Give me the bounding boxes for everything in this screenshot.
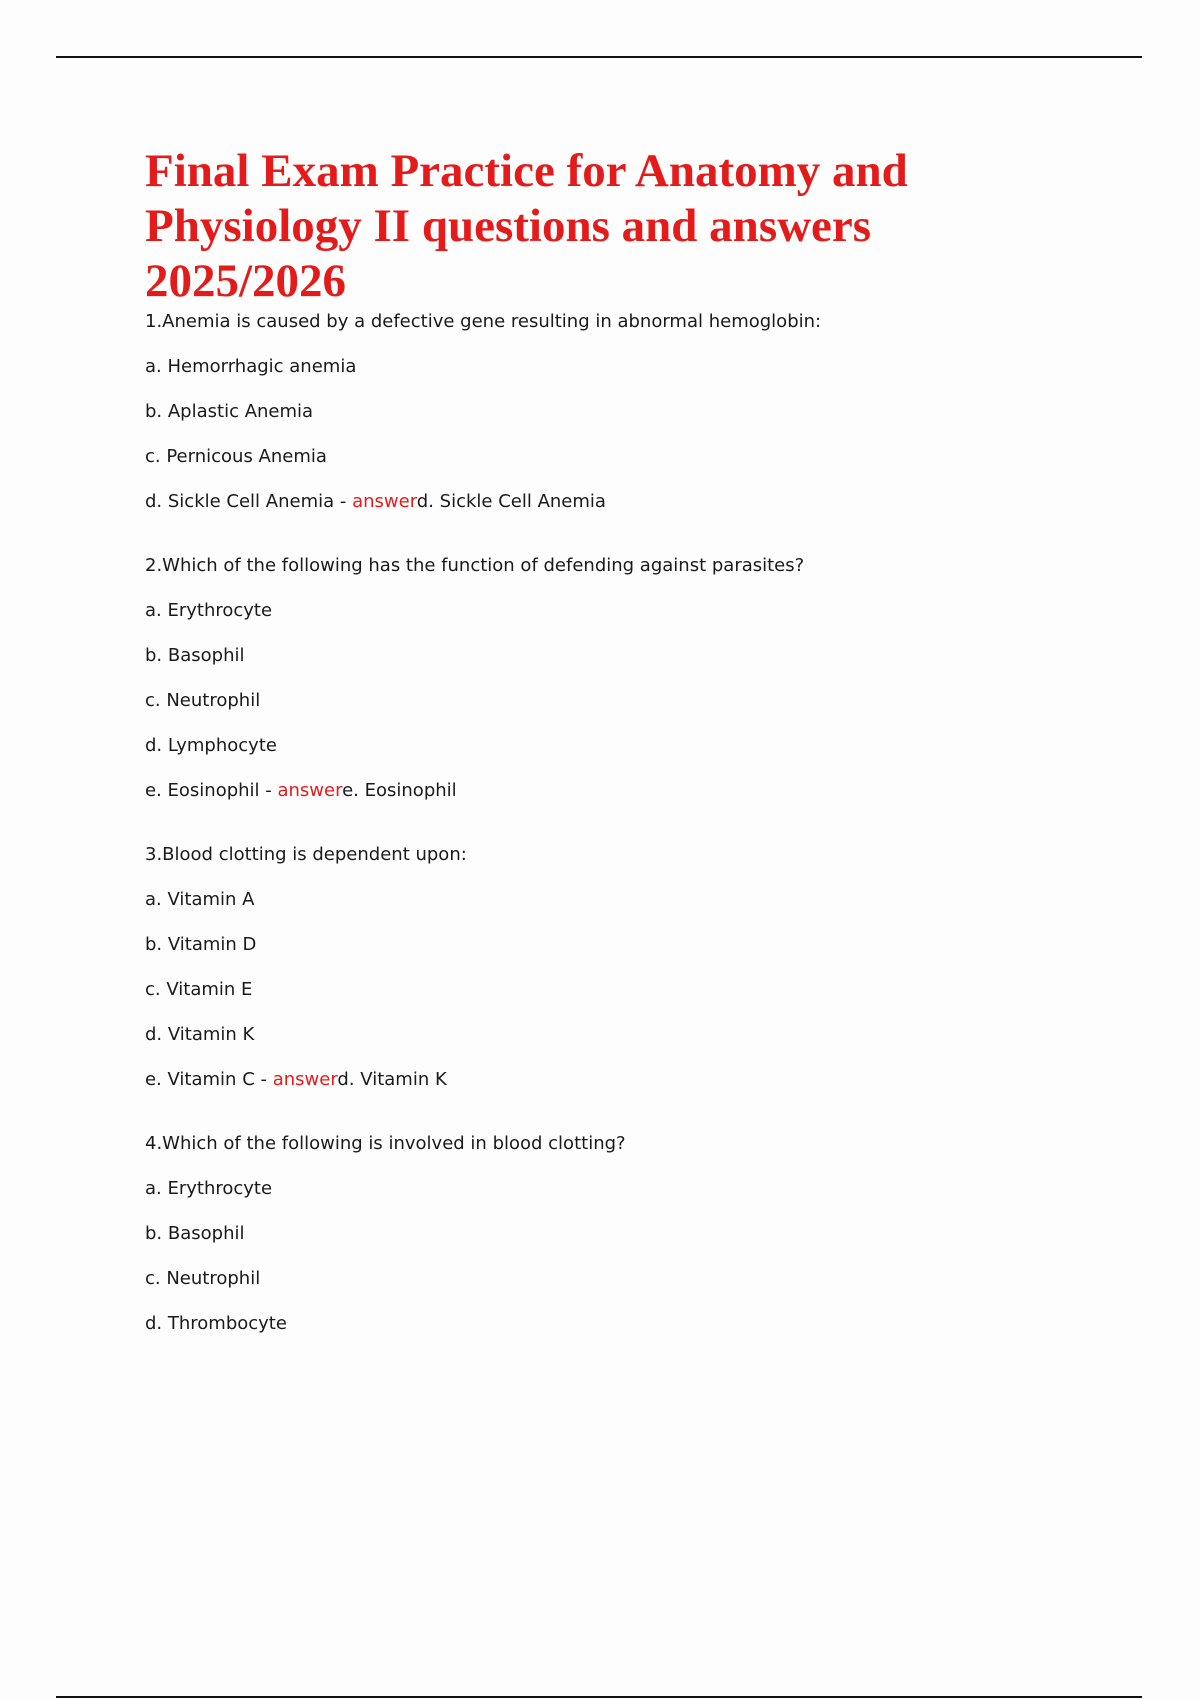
option: b. Vitamin D xyxy=(145,934,257,955)
option: c. Neutrophil xyxy=(145,1268,261,1289)
option: a. Hemorrhagic anemia xyxy=(145,356,357,377)
question-text: 1.Anemia is caused by a defective gene resulting in abnormal hemoglobin: xyxy=(145,311,822,332)
answer-text: d. Sickle Cell Anemia xyxy=(416,491,606,512)
option: b. Aplastic Anemia xyxy=(145,401,314,422)
answer-text: e. Eosinophil xyxy=(342,780,457,801)
option: a. Vitamin A xyxy=(145,889,255,910)
title-line: Physiology II questions and answers xyxy=(145,200,872,252)
title-line: Final Exam Practice for Anatomy and xyxy=(145,145,908,197)
option: a. Erythrocyte xyxy=(145,600,273,621)
option: d. Vitamin K xyxy=(145,1024,255,1045)
answer-label: answer xyxy=(272,1069,338,1090)
option: c. Neutrophil xyxy=(145,690,261,711)
question-2 xyxy=(145,553,1095,804)
answer-label: answer xyxy=(277,780,343,801)
option: b. Basophil xyxy=(145,1223,245,1244)
answer-label: answer xyxy=(352,491,417,512)
top-rule xyxy=(56,56,1142,58)
question-list xyxy=(145,309,1095,1375)
option: d. Lymphocyte xyxy=(145,735,277,756)
option-with-answer xyxy=(145,778,1095,804)
option-text: d. Sickle Cell Anemia - xyxy=(145,491,353,512)
question-text: 4.Which of the following is involved in blood clotting? xyxy=(145,1133,626,1154)
document-title xyxy=(145,144,1045,309)
bottom-rule xyxy=(56,1696,1142,1698)
option: c. Pernicous Anemia xyxy=(145,446,327,467)
question-text: 3.Blood clotting is dependent upon: xyxy=(145,844,467,865)
question-1 xyxy=(145,309,1095,515)
answer-text: d. Vitamin K xyxy=(337,1069,447,1090)
option: a. Erythrocyte xyxy=(145,1178,273,1199)
option-with-answer xyxy=(145,489,1095,515)
option-text: e. Vitamin C - xyxy=(145,1069,273,1090)
option-text: e. Eosinophil - xyxy=(145,780,278,801)
option: c. Vitamin E xyxy=(145,979,253,1000)
option-with-answer xyxy=(145,1067,1095,1093)
question-4 xyxy=(145,1131,1095,1337)
question-text: 2.Which of the following has the function of defending against parasites? xyxy=(145,555,805,576)
option: b. Basophil xyxy=(145,645,245,666)
title-line: 2025/2026 xyxy=(145,255,347,307)
question-3 xyxy=(145,842,1095,1093)
option: d. Thrombocyte xyxy=(145,1313,287,1334)
